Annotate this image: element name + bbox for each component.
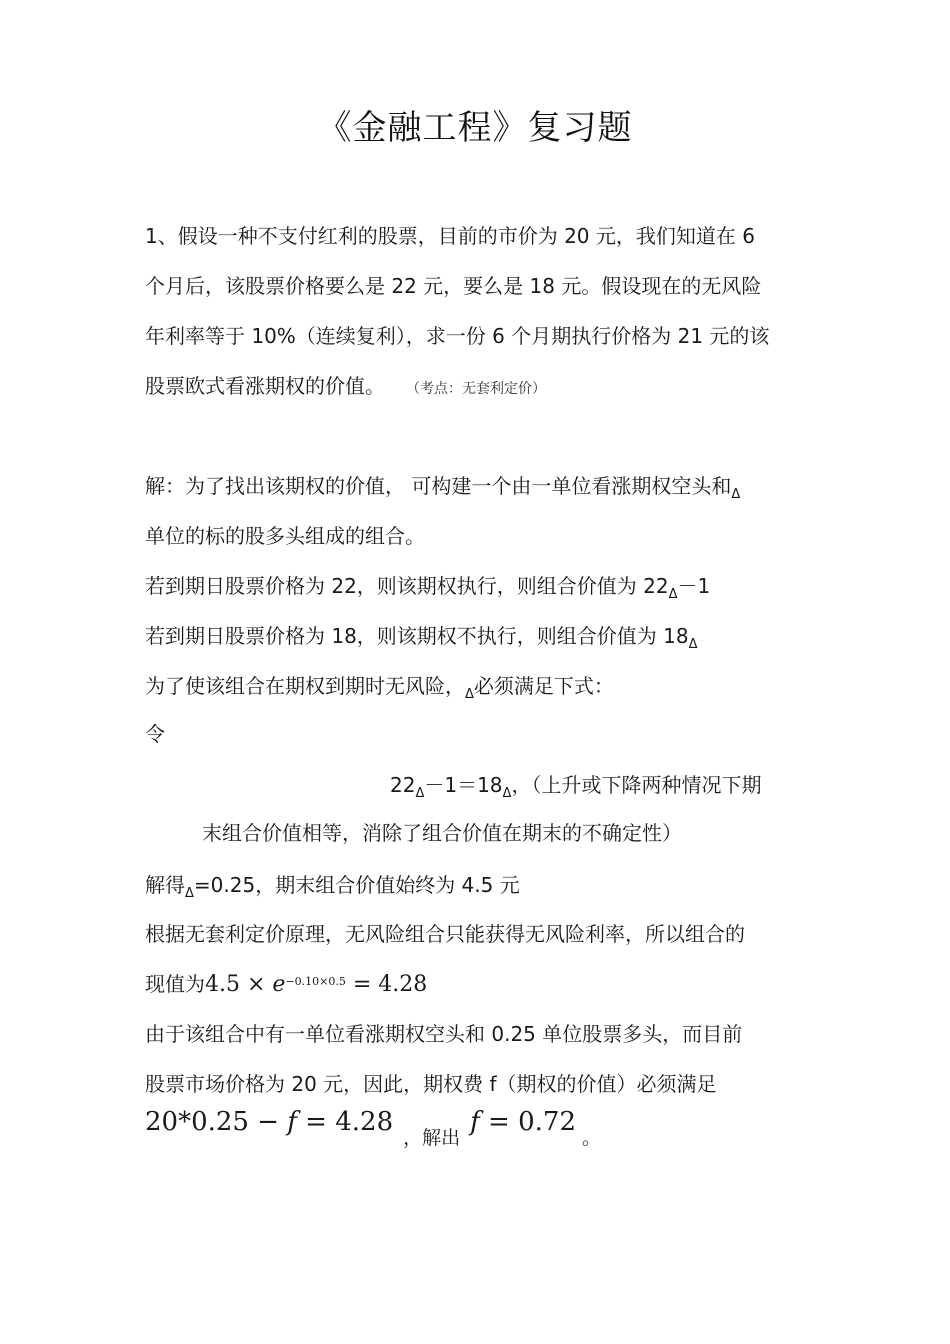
solution-line-3 [145,572,710,609]
solution-text: 解：为了找出该期权的价值， 可构建一个由一单位看涨期权空头和 [145,474,732,498]
end-mark: 。 [582,1127,602,1149]
question-1-line-4 [145,372,546,403]
result-value: = 0.72 [479,1107,576,1137]
solution-text: 现值为 [145,972,205,996]
solution-line-11 [145,968,427,999]
solution-text: 若到期日股票价格为 22，则该期权执行，则组合价值为 22 [145,574,669,598]
formula-result: = 4.28 [345,972,428,997]
option-price-result [470,1107,576,1137]
solution-line-10: 根据无套利定价原理，无风险组合只能获得无风险利率，所以组合的 [145,922,745,946]
equation-f: f [287,1107,297,1137]
delta-symbol: Δ [502,786,512,801]
formula-e: e [272,972,286,997]
solution-line-9 [145,871,520,908]
equation-text: ，（上升或下降两种情况下期 [511,773,762,797]
delta-symbol: Δ [185,886,194,901]
solution-line-12: 由于该组合中有一单位看涨期权空头和 0.25 单位股票多头，而目前 [145,1022,743,1046]
solution-line-2: 单位的标的股多头组成的组合。 [145,524,425,548]
solution-text: 为了使该组合在期权到期时无风险， [145,674,465,698]
solution-text: 解得 [145,873,185,897]
equation-text: －1＝18 [424,773,503,797]
solution-line-13: 股票市场价格为 20 元，因此，期权费 f（期权的价值）必须满足 [145,1072,717,1096]
page-title: 《金融工程》复习题 [317,108,633,148]
equation-right: = 4.28 [296,1107,394,1137]
solution-text: =0.25，期末组合价值始终为 4.5 元 [193,873,520,897]
solution-line-6: 令 [145,722,165,746]
delta-symbol: Δ [465,687,474,702]
equation-explanation: 末组合价值相等，消除了组合价值在期末的不确定性） [202,821,682,845]
present-value-formula [205,972,427,997]
solution-line-1 [145,472,740,509]
solution-line-5 [145,672,614,709]
question-1-line-1: 1、假设一种不支付红利的股票，目前的市价为 20 元，我们知道在 6 [145,224,755,248]
solution-text: －1 [677,574,711,598]
equation-left: 20*0.25 − [145,1107,288,1137]
solution-line-14 [145,1108,601,1152]
equation-line [390,771,761,808]
question-1-text: 股票欧式看涨期权的价值。 [145,374,385,398]
delta-symbol: Δ [668,587,678,602]
question-1-line-3: 年利率等于 10%（连续复利），求一份 6 个月期执行价格为 21 元的该 [145,324,770,348]
exam-point-note: （考点：无套利定价） [413,381,546,397]
solution-text: 必须满足下式： [473,674,614,698]
delta-symbol: Δ [415,786,425,801]
solution-text: 若到期日股票价格为 18，则该期权不执行，则组合价值为 18 [145,624,689,648]
equation-text: 22 [390,773,416,797]
solve-text: ，解出 [403,1127,461,1149]
formula-base: 4.5 × [205,972,273,997]
question-1-line-2: 个月后，该股票价格要么是 22 元，要么是 18 元。假设现在的无风险 [145,274,762,298]
delta-symbol: Δ [731,487,741,502]
delta-symbol: Δ [688,637,698,652]
option-price-equation [145,1107,393,1137]
solution-line-4 [145,622,698,659]
result-f: f [470,1107,480,1137]
formula-exponent: −0.10×0.5 [285,975,346,988]
